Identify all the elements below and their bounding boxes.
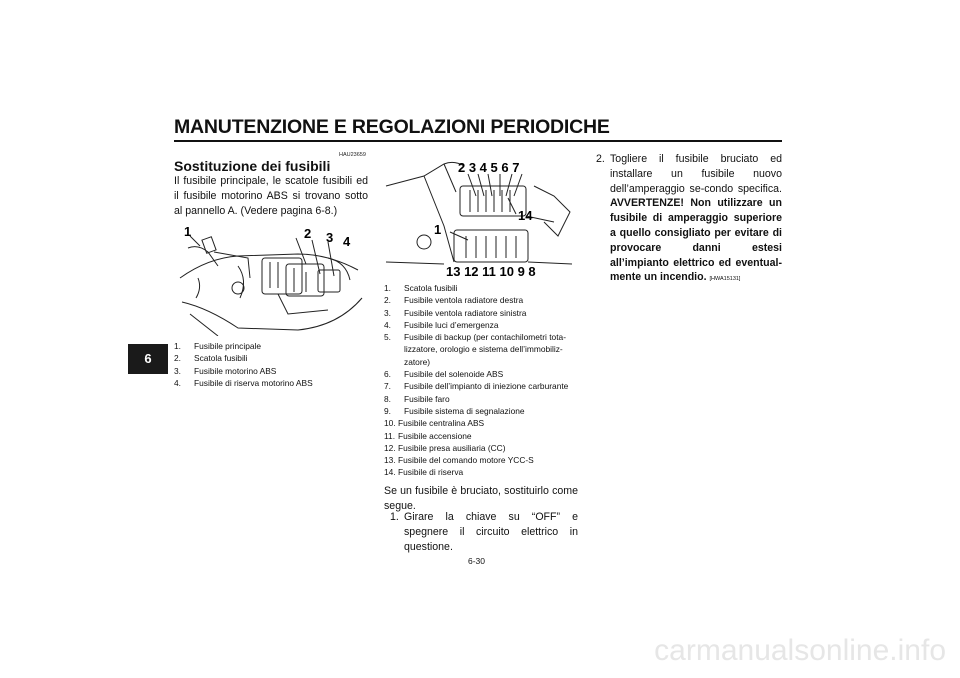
section-tab: 6 (128, 344, 168, 374)
legend-item: 5. Fusibile di backup (per contachilometri tota-lizzatore, orologio e sistema dell’immobiliz-zatore) (384, 332, 566, 367)
legend-item: 11. Fusibile accensione (384, 430, 472, 441)
section-code: HAU23659 (339, 152, 366, 158)
legend-item: 6. Fusibile del solenoide ABS (384, 369, 504, 380)
callouts-bottom: 13 12 11 10 9 8 (446, 264, 536, 279)
step-1 (390, 510, 578, 554)
legend-item: 14. Fusibile di riserva (384, 467, 464, 478)
figure1-legend (174, 340, 370, 389)
section-heading: Sostituzione dei fusibili (174, 158, 331, 174)
step-2 (596, 152, 782, 287)
legend-item: 12. Fusibile presa ausiliaria (CC) (384, 442, 506, 453)
legend-item: 4. Fusibile luci d’emergenza (384, 319, 499, 330)
callout-2: 2 (304, 226, 312, 241)
fuse-location-illustration (178, 218, 364, 336)
legend-item: 9. Fusibile sistema di segnalazione (384, 405, 525, 416)
procedure-intro: Se un fusibile è bruciato, sostituirlo come segue. (384, 485, 578, 512)
step-2-text: Togliere il fusibile bruciato ed installare un fusibile nuovo dell’amperaggio se-condo specifica. (610, 153, 782, 195)
legend-item: 8. Fusibile faro (384, 393, 450, 404)
callout-1-box: 1 (434, 222, 442, 237)
warning-text: AVVERTENZE! Non utilizzare un fusibile di amperaggio superiore a quello consigliato per evitare di provocare danni estesi all’impianto elettrico ed eventual-mente un incendio. (610, 197, 782, 284)
figure-fuse-location (178, 218, 364, 336)
step-2-number: 2. (596, 153, 605, 165)
legend-item: 13. Fusibile del comando motore YCC-S (384, 455, 534, 466)
watermark: carmanualsonline.info (654, 634, 946, 667)
legend-item: 3. Fusibile motorino ABS (174, 365, 277, 376)
figure2-legend (384, 282, 578, 479)
legend-item: 1. Scatola fusibili (384, 283, 458, 293)
warning-code: [HWA15131] (709, 276, 741, 283)
title-rule (174, 140, 782, 142)
intro-paragraph: Il fusibile principale, le scatole fusibili ed il fusibile motorino ABS si trovano sotto al pannello A. (Vedere pagina 6-8.) (174, 175, 368, 217)
page-number: 6-30 (468, 556, 486, 566)
legend-item: 7. Fusibile dell’impianto di iniezione carburante (384, 381, 569, 392)
page-title: MANUTENZIONE E REGOLAZIONI PERIODICHE (174, 116, 610, 138)
fuse-box-illustration (384, 152, 576, 280)
callouts-top: 2 3 4 5 6 7 (458, 160, 520, 175)
step-1-text: Girare la chiave su “OFF” e spegnere il circuito elettrico in questione. (404, 511, 578, 553)
legend-item: 3. Fusibile ventola radiatore sinistra (384, 307, 527, 318)
figure-fuse-box (384, 152, 576, 280)
callout-4: 4 (343, 234, 351, 249)
legend-item: 1. Fusibile principale (174, 341, 262, 351)
step-1-number: 1. (390, 511, 399, 523)
legend-item: 2. Fusibile ventola radiatore destra (384, 295, 524, 306)
legend-item: 4. Fusibile di riserva motorino ABS (174, 377, 313, 388)
callout-1: 1 (184, 224, 192, 239)
callout-3: 3 (326, 230, 334, 245)
legend-item: 10. Fusibile centralina ABS (384, 418, 485, 429)
callout-14: 14 (518, 208, 533, 223)
legend-item: 2. Scatola fusibili (174, 353, 248, 364)
